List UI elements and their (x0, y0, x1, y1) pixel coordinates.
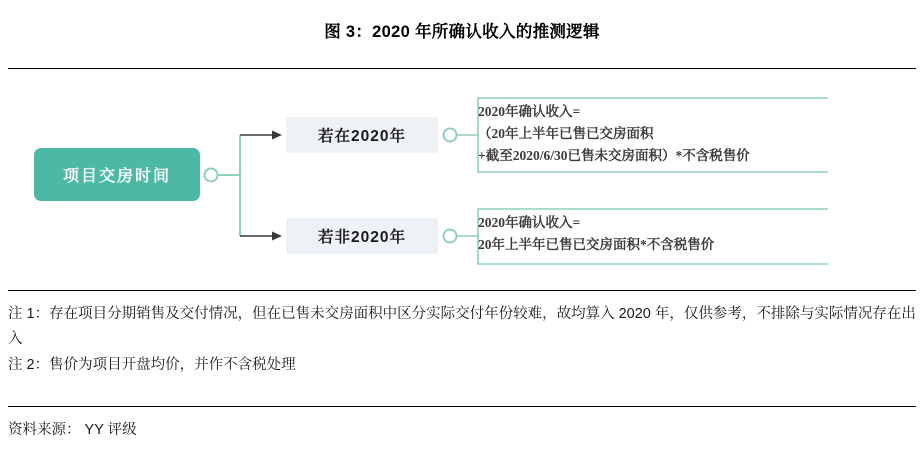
divider-middle (8, 290, 916, 291)
node-branch-2-label: 若非2020年 (318, 229, 406, 246)
note-1: 注 1：存在项目分期销售及交付情况，但在已售未交房面积中区分实际交付年份较难，故均算入 2020 年，仅供参考，不排除与实际情况存在出入 (8, 306, 916, 348)
formula-branch-1-line-1: 2020年确认收入= (478, 104, 581, 119)
node-branch-1-label: 若在2020年 (318, 128, 406, 145)
node-branch-2 (286, 218, 438, 254)
formula-branch-1-line-3: +截至2020/6/30已售未交房面积）*不含税售价 (478, 147, 750, 163)
node-root (34, 148, 200, 201)
formula-branch-1-line-2: （20年上半年已售已交房面积 (478, 125, 654, 141)
formula-branch-2-line-1: 2020年确认收入= (478, 215, 581, 230)
formula-branch-1 (478, 101, 750, 167)
mindmap-diagram (0, 68, 924, 290)
note-2: 注 2：售价为项目开盘均价，并作不含税处理 (8, 356, 296, 373)
formula-branch-2 (478, 212, 714, 256)
figure-title: 图 3：2020 年所确认收入的推测逻辑 (324, 23, 600, 41)
formula-branch-2-line-2: 20年上半年已售已交房面积*不含税售价 (478, 236, 715, 252)
node-root-label: 项目交房时间 (62, 168, 171, 185)
divider-bottom (8, 406, 916, 407)
source-line: 资料来源： YY 评级 (8, 422, 137, 438)
notes-block (8, 302, 916, 378)
node-branch-1 (286, 117, 438, 153)
